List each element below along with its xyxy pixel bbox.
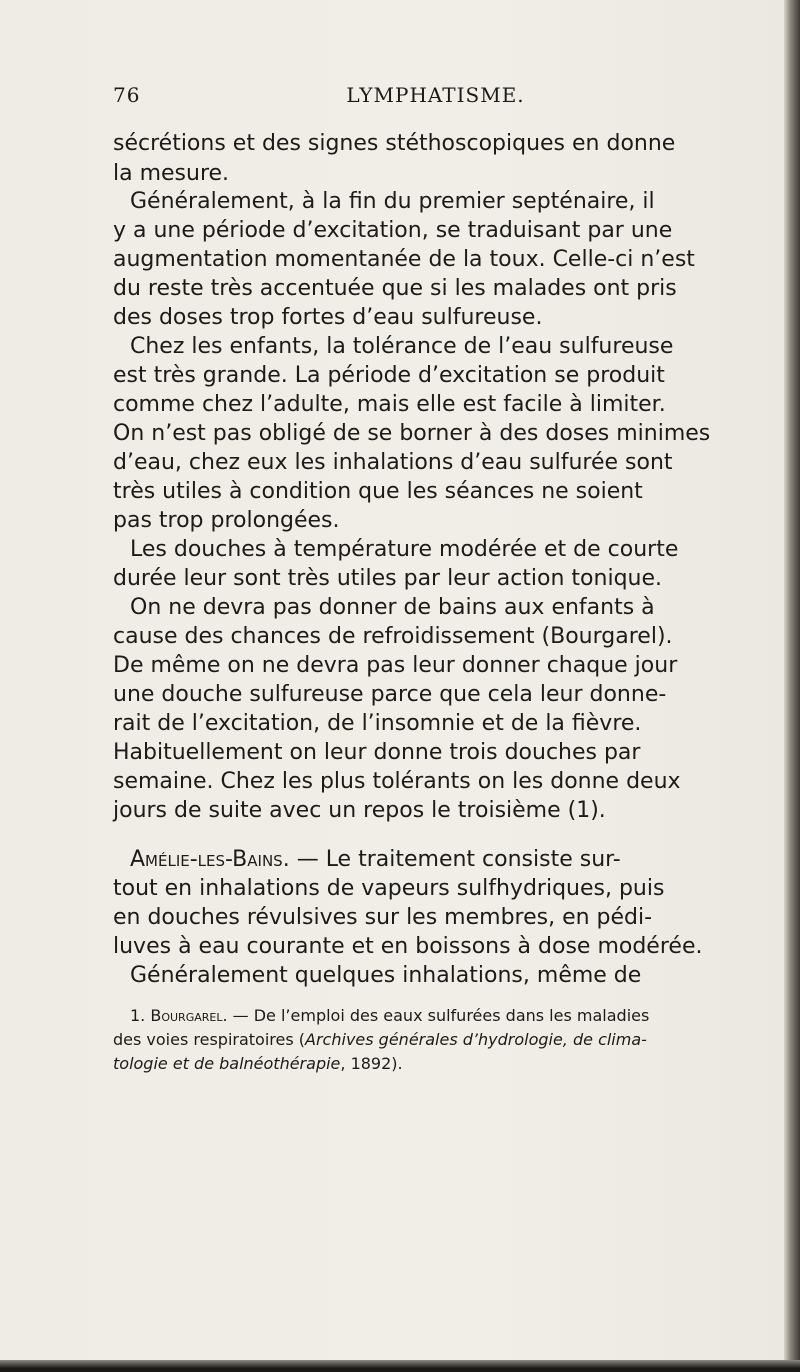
footnote-marker: 1. [130, 1006, 151, 1025]
body-line: du reste très accentuée que si les malades ont pris [113, 276, 677, 301]
body-line: est très grande. La période d’excitation se produit [113, 363, 665, 388]
page-edge-shadow [784, 0, 800, 1372]
footnote-text: , 1892). [340, 1054, 403, 1073]
body-line: Habituellement on leur donne trois douches par [113, 740, 641, 765]
body-line: la mesure. [113, 161, 230, 186]
footnote-line [130, 1005, 779, 1027]
body-line: On ne devra pas donner de bains aux enfants à [130, 595, 655, 620]
footnote-line [113, 1053, 762, 1075]
section-heading: Amélie-les-Bains. [130, 847, 290, 872]
running-header [113, 83, 758, 117]
body-line: Les douches à température modérée et de courte [130, 537, 679, 562]
footnote-line [113, 1029, 762, 1051]
body-line: d’eau, chez eux les inhalations d’eau sulfurée sont [113, 450, 673, 475]
body-line: Chez les enfants, la tolérance de l’eau sulfureuse [130, 334, 674, 359]
body-line: jours de suite avec un repos le troisième (1). [113, 798, 606, 823]
body-line: sécrétions et des signes stéthoscopiques en donne [113, 131, 676, 156]
body-line: des doses trop fortes d’eau sulfureuse. [113, 305, 543, 330]
footnote-text: des voies respiratoires ( [113, 1030, 306, 1049]
body-line: De même on ne devra pas leur donner chaque jour [113, 653, 678, 678]
page-bottom-shadow [0, 1360, 800, 1372]
body-line: pas trop prolongées. [113, 508, 340, 533]
footnote-text: . — De l’emploi des eaux sulfurées dans les maladies [222, 1006, 650, 1025]
body-line: rait de l’excitation, de l’insomnie et de la fièvre. [113, 711, 642, 736]
page-number: 76 [113, 83, 141, 107]
body-line: une douche sulfureuse parce que cela leur donne- [113, 682, 667, 707]
body-line: augmentation momentanée de la toux. Celle-ci n’est [113, 247, 695, 272]
body-line: On n’est pas obligé de se borner à des doses minimes [113, 421, 711, 446]
body-line: semaine. Chez les plus tolérants on les donne deux [113, 769, 681, 794]
section-line: en douches révulsives sur les membres, en pédi- [113, 905, 653, 930]
body-line: y a une période d’excitation, se traduisant par une [113, 218, 673, 243]
footnote-journal: tologie et de balnéothérapie [113, 1054, 341, 1073]
body-line: cause des chances de refroidissement (Bourgarel). [113, 624, 673, 649]
section-line: luves à eau courante et en boissons à dose modérée. [113, 934, 703, 959]
footnote-journal: Archives générales d’hydrologie, de clima- [305, 1030, 647, 1049]
section-text: — Le traitement consiste sur- [289, 847, 621, 872]
section-line: Généralement quelques inhalations, même de [130, 963, 642, 988]
body-line: très utiles à condition que les séances ne soient [113, 479, 643, 504]
section-first-line [130, 846, 779, 874]
chapter-title: LYMPHATISME. [346, 83, 525, 107]
section-line: tout en inhalations de vapeurs sulfhydriques, puis [113, 876, 665, 901]
body-line: durée leur sont très utiles par leur action tonique. [113, 566, 663, 591]
footnote-author: Bourgarel [150, 1006, 223, 1025]
body-line: Généralement, à la fin du premier septénaire, il [130, 189, 655, 214]
body-line: comme chez l’adulte, mais elle est facile à limiter. [113, 392, 666, 417]
